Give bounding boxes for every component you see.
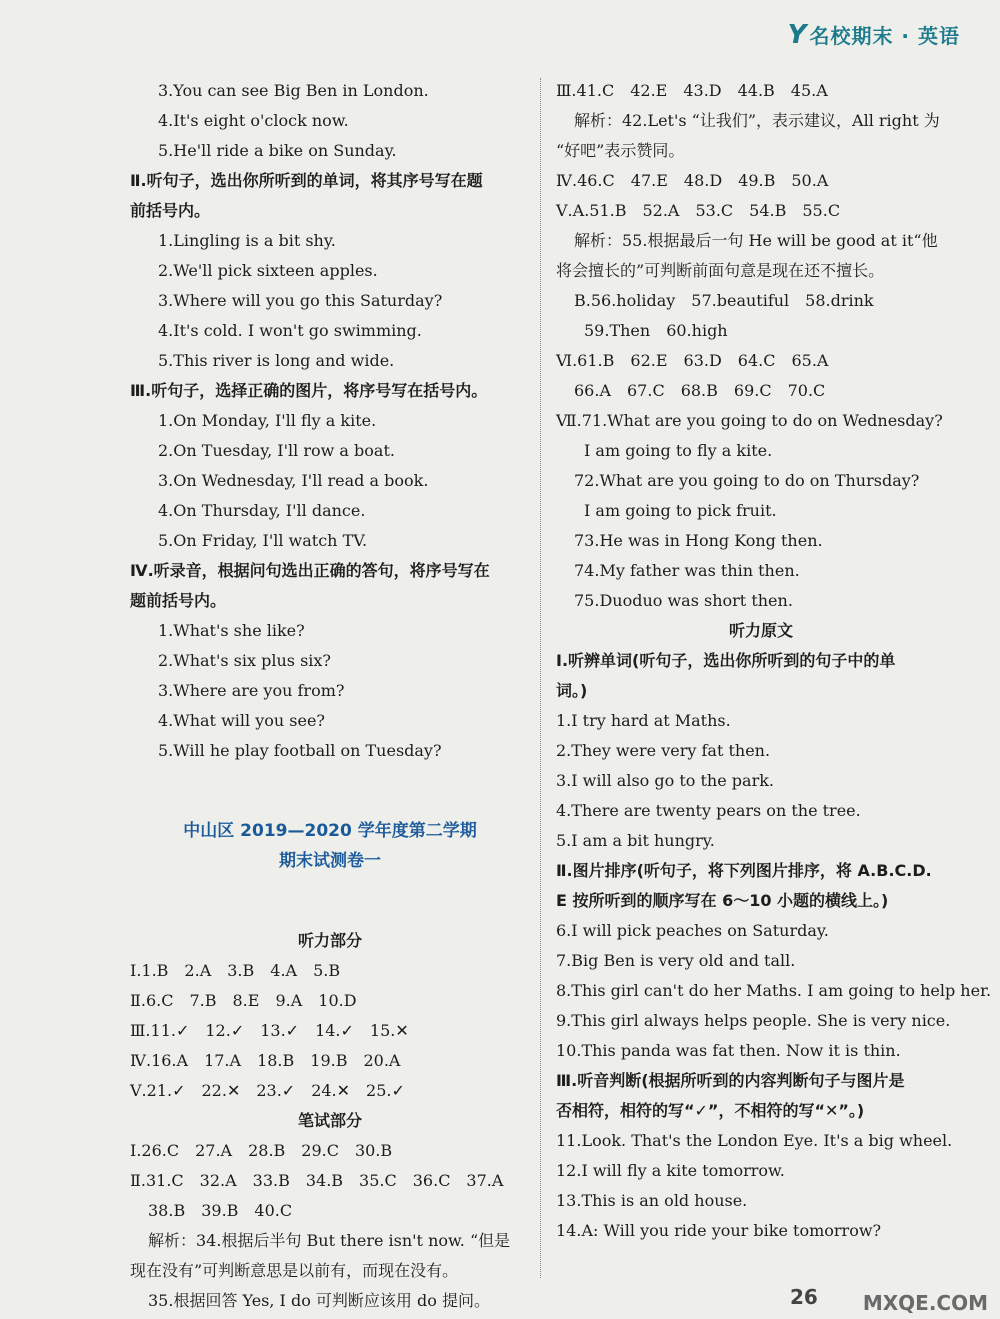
left-text-line: 5.Will he play football on Tuesday? bbox=[158, 741, 442, 760]
left-text-line: Ⅲ.11.✓ 12.✓ 13.✓ 14.✓ 15.✕ bbox=[130, 1021, 409, 1040]
left-text-line: 2.We'll pick sixteen apples. bbox=[158, 261, 378, 280]
page-header bbox=[788, 20, 960, 50]
right-text-line: 74.My father was thin then. bbox=[574, 561, 800, 580]
left-text-line: 3.On Wednesday, I'll read a book. bbox=[158, 471, 429, 490]
left-text-line: Ⅰ.1.B 2.A 3.B 4.A 5.B bbox=[130, 961, 341, 980]
left-text-line: 3.Where are you from? bbox=[158, 681, 345, 700]
right-text-line: 13.This is an old house. bbox=[556, 1191, 748, 1210]
left-text-line: 1.What's she like? bbox=[158, 621, 305, 640]
right-text-line: 解析：42.Let's “让我们”，表示建议，All right 为 bbox=[574, 111, 940, 130]
right-text-line: Ⅵ.61.B 62.E 63.D 64.C 65.A bbox=[556, 351, 829, 370]
header-title: 名校期末 · 英语 bbox=[809, 24, 960, 48]
left-text-line: 笔试部分 bbox=[297, 1111, 362, 1130]
right-text-line: B.56.holiday 57.beautiful 58.drink bbox=[574, 291, 874, 310]
left-text-line: 前括号内。 bbox=[130, 201, 211, 220]
left-text-line: 4.What will you see? bbox=[158, 711, 325, 730]
left-text-line: 题前括号内。 bbox=[130, 591, 227, 610]
right-text-line: Ⅴ.A.51.B 52.A 53.C 54.B 55.C bbox=[556, 201, 841, 220]
left-text-line: 38.B 39.B 40.C bbox=[148, 1201, 293, 1220]
left-text-line: 2.On Tuesday, I'll row a boat. bbox=[158, 441, 395, 460]
right-text-line: 66.A 67.C 68.B 69.C 70.C bbox=[574, 381, 826, 400]
right-text-line: 9.This girl always helps people. She is very nice. bbox=[556, 1011, 951, 1030]
right-text-line: 词。) bbox=[556, 681, 588, 700]
left-text-line: 中山区 2019—2020 学年度第二学期 bbox=[183, 821, 477, 841]
watermark: MXQE.COM bbox=[862, 1291, 988, 1315]
right-text-line: 听力原文 bbox=[728, 621, 793, 640]
right-text-line: 59.Then 60.high bbox=[584, 321, 728, 340]
right-text-line: 3.I will also go to the park. bbox=[556, 771, 774, 790]
left-text-line: 2.What's six plus six? bbox=[158, 651, 332, 670]
left-text-line: 现在没有”可判断意思是以前有，而现在没有。 bbox=[130, 1261, 459, 1280]
left-text-line: Ⅴ.21.✓ 22.✕ 23.✓ 24.✕ 25.✓ bbox=[130, 1081, 405, 1100]
left-text-line: Ⅱ.6.C 7.B 8.E 9.A 10.D bbox=[130, 991, 357, 1010]
right-text-line: 75.Duoduo was short then. bbox=[574, 591, 793, 610]
left-text-line: 听力部分 bbox=[297, 931, 362, 950]
right-text-line: 14.A: Will you ride your bike tomorrow? bbox=[556, 1221, 882, 1240]
right-text-line: I am going to fly a kite. bbox=[584, 441, 773, 460]
right-text-line: Ⅲ.41.C 42.E 43.D 44.B 45.A bbox=[556, 81, 828, 100]
left-text-line: Ⅲ.听句子，选择正确的图片，将序号写在括号内。 bbox=[130, 381, 488, 400]
left-text-line: 5.This river is long and wide. bbox=[158, 351, 395, 370]
right-text-line: 将会擅长的”可判断前面句意是现在还不擅长。 bbox=[556, 261, 885, 280]
right-text-line: 6.I will pick peaches on Saturday. bbox=[556, 921, 829, 940]
right-text-line: 4.There are twenty pears on the tree. bbox=[556, 801, 861, 820]
right-text-line: 10.This panda was fat then. Now it is thin. bbox=[556, 1041, 901, 1060]
left-text-line: 4.It's cold. I won't go swimming. bbox=[158, 321, 422, 340]
left-text-line: 期末试测卷一 bbox=[279, 851, 381, 871]
left-column bbox=[130, 76, 530, 1316]
right-text-line: 73.He was in Hong Kong then. bbox=[574, 531, 823, 550]
right-text-line: 1.I try hard at Maths. bbox=[556, 711, 731, 730]
brand-logo: Y bbox=[787, 20, 808, 50]
right-text-line: 解析：55.根据最后一句 He will be good at it“他 bbox=[574, 231, 938, 250]
left-text-line: Ⅳ.听录音，根据问句选出正确的答句，将序号写在 bbox=[130, 561, 490, 580]
left-text-line: Ⅰ.26.C 27.A 28.B 29.C 30.B bbox=[130, 1141, 393, 1160]
right-text-line: Ⅰ.听辨单词(听句子，选出你所听到的句子中的单 bbox=[556, 651, 896, 670]
left-text-line bbox=[130, 892, 530, 910]
left-text-line: 3.You can see Big Ben in London. bbox=[158, 81, 429, 100]
right-text-line: 72.What are you going to do on Thursday? bbox=[574, 471, 920, 490]
right-text-line: Ⅶ.71.What are you going to do on Wednesday? bbox=[556, 411, 943, 430]
left-text-line: Ⅱ.31.C 32.A 33.B 34.B 35.C 36.C 37.A bbox=[130, 1171, 504, 1190]
right-text-line: Ⅲ.听音判断(根据所听到的内容判断句子与图片是 bbox=[556, 1071, 905, 1090]
right-text-line: 12.I will fly a kite tomorrow. bbox=[556, 1161, 785, 1180]
left-text-line bbox=[130, 782, 530, 800]
right-text-line: 否相符，相符的写“✓”，不相符的写“✕”。) bbox=[556, 1101, 865, 1120]
right-text-line: 5.I am a bit hungry. bbox=[556, 831, 715, 850]
left-text-line: Ⅱ.听句子，选出你所听到的单词，将其序号写在题 bbox=[130, 171, 483, 190]
page-number: 26 bbox=[790, 1285, 818, 1309]
left-text-line: 5.On Friday, I'll watch TV. bbox=[158, 531, 368, 550]
left-text-line: 1.Lingling is a bit shy. bbox=[158, 231, 336, 250]
right-text-line: Ⅱ.图片排序(听句子，将下列图片排序，将 A.B.C.D. bbox=[556, 861, 932, 880]
right-text-line: 7.Big Ben is very old and tall. bbox=[556, 951, 796, 970]
left-text-line: 解析：34.根据后半句 But there isn't now. “但是 bbox=[148, 1231, 511, 1250]
left-text-line: 4.On Thursday, I'll dance. bbox=[158, 501, 366, 520]
left-text-line: 5.He'll ride a bike on Sunday. bbox=[158, 141, 397, 160]
left-text-line: Ⅳ.16.A 17.A 18.B 19.B 20.A bbox=[130, 1051, 401, 1070]
right-text-line: “好吧”表示赞同。 bbox=[556, 141, 685, 160]
left-text-line: 4.It's eight o'clock now. bbox=[158, 111, 349, 130]
left-text-line: 3.Where will you go this Saturday? bbox=[158, 291, 443, 310]
left-text-line: 35.根据回答 Yes, I do 可判断应该用 do 提问。 bbox=[148, 1291, 490, 1310]
right-column bbox=[556, 76, 992, 1246]
right-text-line: 2.They were very fat then. bbox=[556, 741, 771, 760]
right-text-line: 11.Look. That's the London Eye. It's a big wheel. bbox=[556, 1131, 953, 1150]
right-text-line: 8.This girl can't do her Maths. I am going to help her. bbox=[556, 981, 992, 1000]
column-divider bbox=[540, 78, 541, 1278]
left-text-line: 1.On Monday, I'll fly a kite. bbox=[158, 411, 377, 430]
right-text-line: E 按所听到的顺序写在 6～10 小题的横线上。) bbox=[556, 891, 889, 910]
right-text-line: Ⅳ.46.C 47.E 48.D 49.B 50.A bbox=[556, 171, 829, 190]
right-text-line: I am going to pick fruit. bbox=[584, 501, 777, 520]
